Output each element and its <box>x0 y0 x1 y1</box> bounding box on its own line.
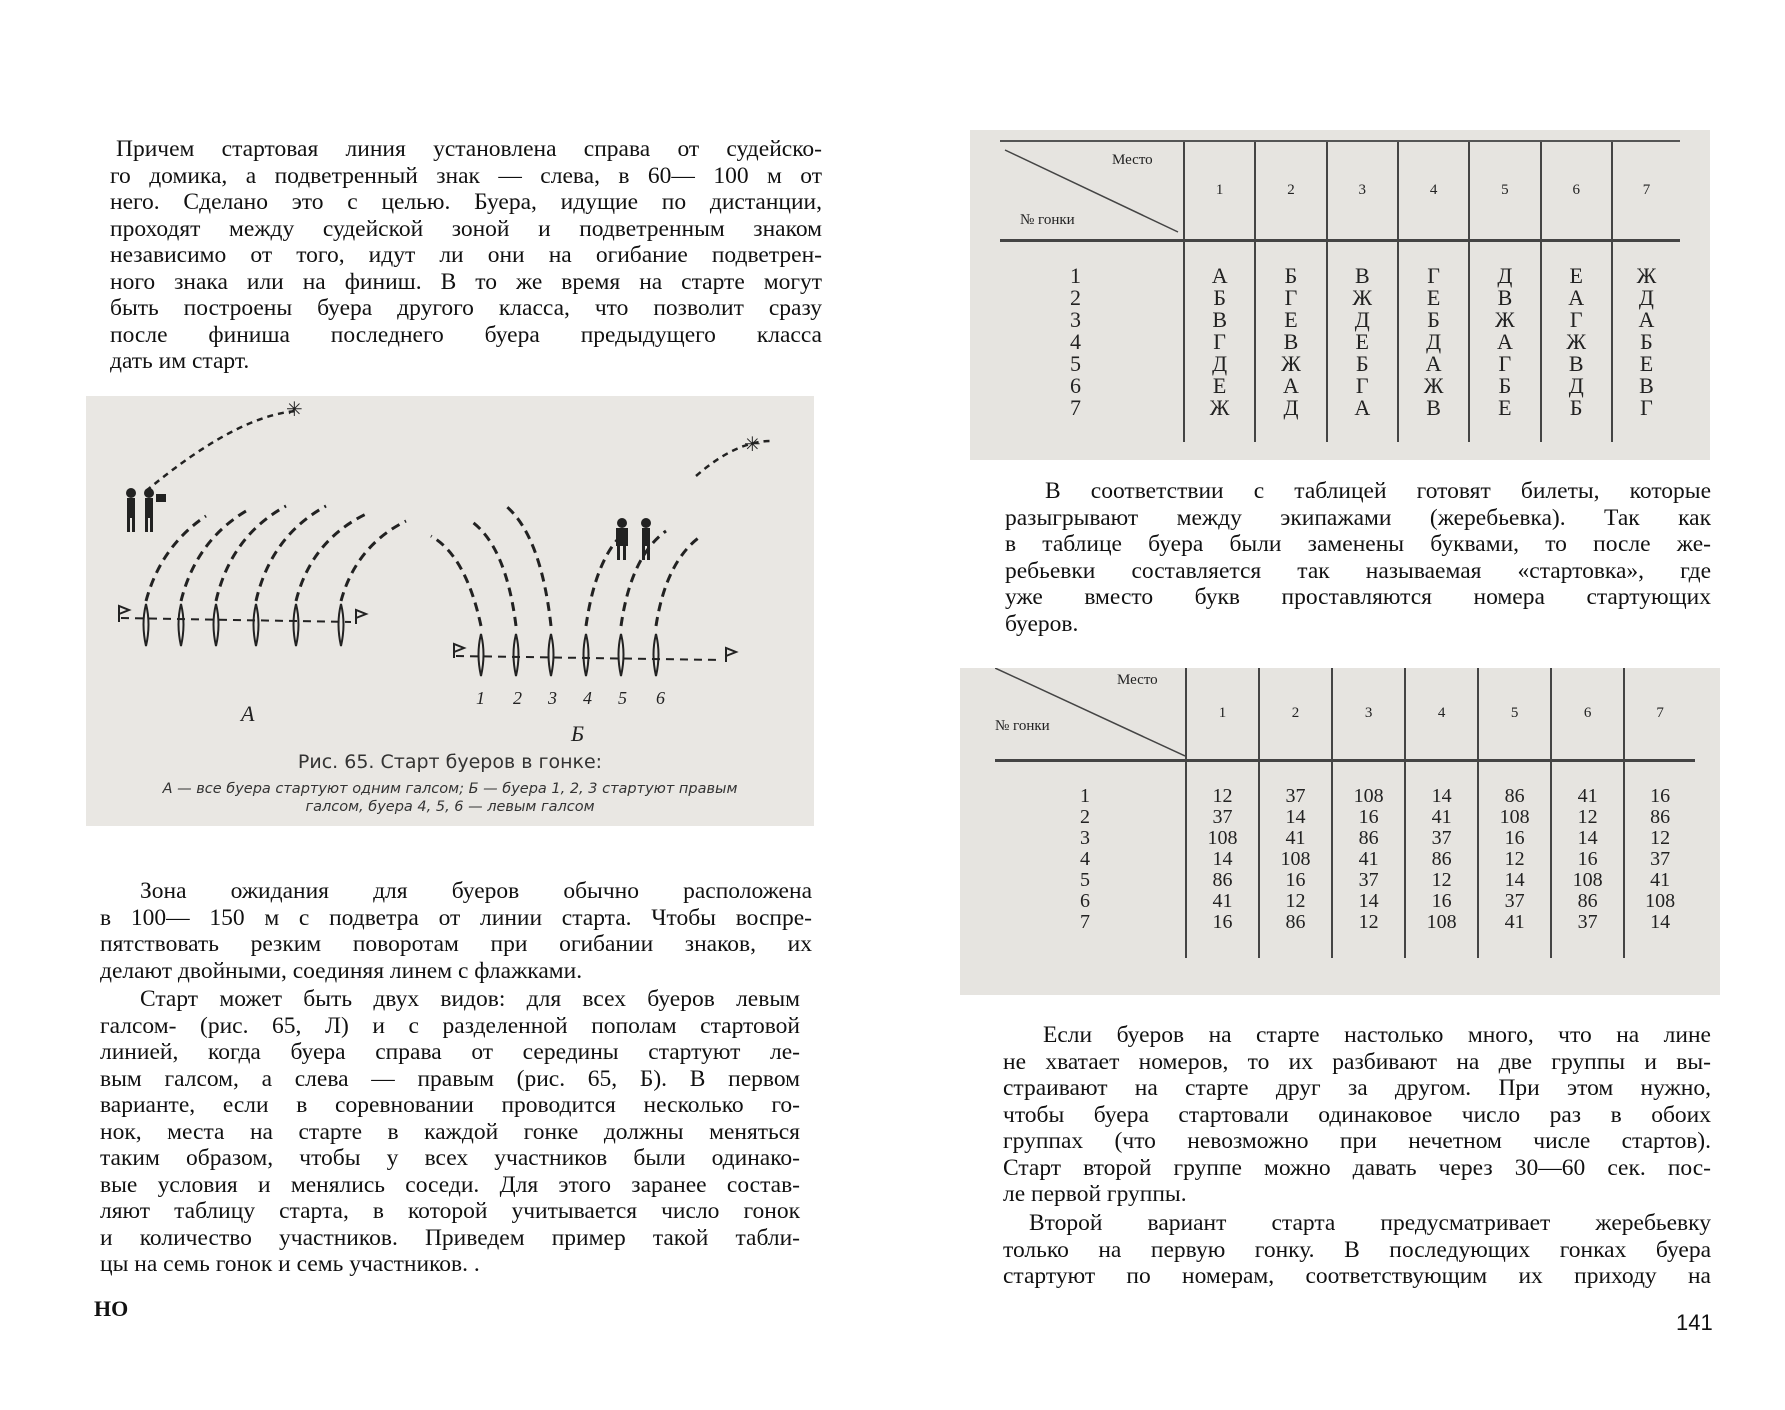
column-header: 3 <box>1327 142 1398 240</box>
boat-number: 4 <box>583 688 592 708</box>
letter-column: Д В Ж А Г Б Е <box>1469 240 1540 442</box>
number-column: 14 41 37 86 12 16 108 <box>1405 760 1478 958</box>
right-paragraph-5: Если буеров на старте настолько много, что на лине не хватает номеров, то их разбивают на две группы и вы- страивают на старте друг за другом. При этом нужно, чтобы буера стартовали одинаковое число раз в обоих группах (что невозможно при нечетном числе стартов). Старт второй группе можно давать через 30—60 сек. пос- ле первой группы. <box>1003 1022 1711 1207</box>
boat-number: 5 <box>618 688 627 708</box>
column-header: 6 <box>1551 668 1624 760</box>
start-diagram <box>86 396 814 746</box>
judges-figure-a <box>126 488 166 532</box>
race-number-column: 1 2 3 4 5 6 7 <box>1080 785 1090 934</box>
table-corner: Место № гонки <box>995 668 1186 760</box>
letter-column: Б Г Е В Ж А Д <box>1255 240 1326 442</box>
letter-column: Е А Г Ж В Д Б <box>1541 240 1612 442</box>
column-header: 7 <box>1624 668 1695 760</box>
flag-icon <box>356 610 366 624</box>
course-arcs-b <box>431 506 701 626</box>
flare-icon-a: ✳ <box>286 397 303 421</box>
figure-caption-title: Рис. 65. Старт буеров в гонке: <box>297 751 603 773</box>
flag-icon <box>119 606 129 622</box>
table-1-box <box>970 130 1710 460</box>
label-a: А <box>241 701 255 726</box>
flare-icon-b: ✳ <box>744 432 761 456</box>
boats-a <box>144 604 344 646</box>
column-header: 2 <box>1255 142 1326 240</box>
column-header: 3 <box>1332 668 1405 760</box>
letter-column: Г Е Б Д А Ж В <box>1398 240 1469 442</box>
letter-column: Ж Д А Б Е В Г <box>1612 240 1680 442</box>
column-header: 2 <box>1259 668 1332 760</box>
page-number-left: НО <box>94 1296 129 1321</box>
figure-caption-text: А — все буера стартуют одним галсом; Б — буера 1, 2, 3 стартуют правым галсом, буера 4, 5, 6 — левым галсом <box>162 781 738 815</box>
boats-b <box>479 634 659 676</box>
column-header: 7 <box>1612 142 1680 240</box>
table-2-box <box>960 668 1720 995</box>
column-header: 4 <box>1398 142 1469 240</box>
right-paragraph-6: Второй вариант старта предусматривает жеребьевку только на первую гонку. В последующих гонках буера стартуют по номерам, соответствующим их приходу на <box>1003 1210 1711 1289</box>
flag-icon <box>726 648 736 662</box>
label-b: Б <box>571 721 584 746</box>
boat-number: 3 <box>548 688 557 708</box>
number-column: 86 108 16 12 14 37 41 <box>1478 760 1551 958</box>
page-number-right: 141 <box>1676 1310 1713 1335</box>
column-header: 4 <box>1405 668 1478 760</box>
table-1-letters <box>1000 142 1680 442</box>
number-column: 41 12 14 16 108 86 37 <box>1551 760 1624 958</box>
boat-number: 1 <box>476 688 485 708</box>
column-header: 1 <box>1184 142 1255 240</box>
number-column: 108 16 86 41 37 14 12 <box>1332 760 1405 958</box>
column-header: 5 <box>1469 142 1540 240</box>
number-column: 16 86 12 37 41 108 14 <box>1624 760 1695 958</box>
number-column: 12 37 108 14 86 41 16 <box>1186 760 1259 958</box>
left-paragraph-2: Зона ожидания для буеров обычно расположена в 100— 150 м с подветра от линии старта. Чтобы воспре- пятствовать резким поворотам при огибании знаков, их делают двойными, соединяя линем с флажками. <box>100 878 812 984</box>
boat-number: 2 <box>513 688 522 708</box>
left-paragraph-1: Причем стартовая линия установлена справа от судейско- го домика, а подветренный знак — слева, в 60— 100 м от него. Сделано это с целью. Буера, идущие по дистанции, проходят между судейской зоной и подветренным знаком независимо от того, идут ли они на огибание подветрен- ного знака или на финиш. В то же время на старте могут быть построены буера другого класса, что позволит сразу после финиша последнего буера предыдущего класса дать им старт. <box>110 136 822 374</box>
table-2-numbers <box>995 668 1695 958</box>
letter-column: В Ж Д Е Б Г А <box>1327 240 1398 442</box>
column-header: 1 <box>1186 668 1259 760</box>
column-header: 6 <box>1541 142 1612 240</box>
race-number-column: 1 2 3 4 5 6 7 <box>1070 262 1081 420</box>
start-line-a <box>121 618 351 622</box>
table-corner: Место № гонки <box>1000 142 1184 240</box>
letter-column: А Б В Г Д Е Ж <box>1184 240 1255 442</box>
boat-number: 6 <box>656 688 665 708</box>
number-column: 37 14 41 108 16 12 86 <box>1259 760 1332 958</box>
right-paragraph-4: В соответствии с таблицей готовят билеты, которые разыгрывают между экипажами (жеребьевка). Так как в таблице буера были заменены буквами, то после же- ребьевки составляется так называемая «стартовка», где уже вместо букв проставляются номера стартующих буеров. <box>1005 478 1711 637</box>
column-header: 5 <box>1478 668 1551 760</box>
left-paragraph-3: Старт может быть двух видов: для всех буеров левым галсом- (рис. 65, Л) и с разделенной пополам стартовой линией, когда буера справа от середины стартуют ле- вым галсом, а слева — правым (рис. 65, Б). В первом варианте, если в соревновании проводится несколько го- нок, места на старте в каждой гонке должны меняться таким образом, чтобы у всех участников были одинако- вые условия и менялись соседи. Для этого заранее состав- ляют таблицу старта, в которой учитывается число гонок и количество участников. Приведем пример такой табли- цы на семь гонок и семь участников. . <box>100 986 800 1277</box>
course-arcs-a <box>146 506 406 601</box>
figure-65-yacht-start <box>86 396 814 826</box>
